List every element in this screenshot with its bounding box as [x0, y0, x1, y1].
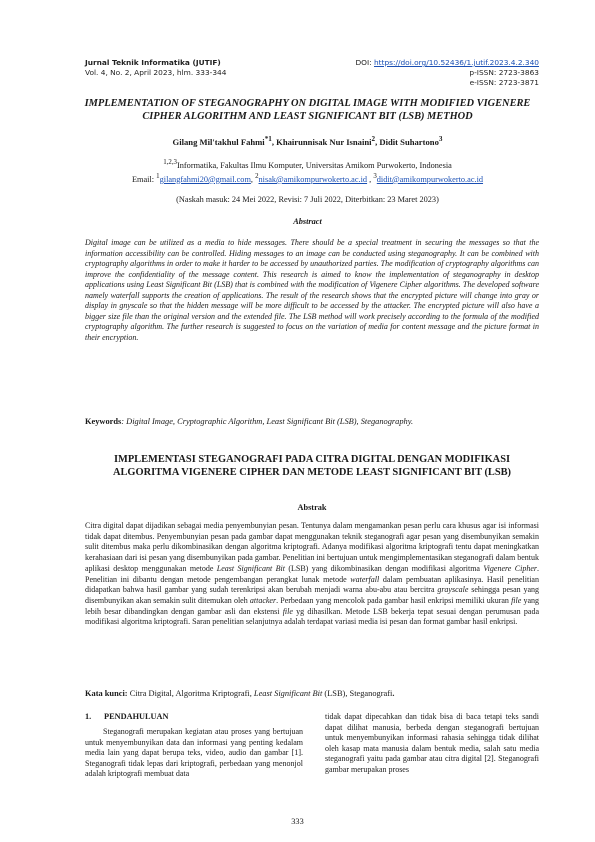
keywords-label: Keywords [85, 417, 122, 426]
journal-header-right [355, 58, 539, 88]
abstract-heading-indonesian: Abstrak [297, 503, 327, 512]
abstrak-italic: grayscale [437, 585, 469, 595]
paper-title-indonesian: IMPLEMENTASI STEGANOGRAFI PADA CITRA DIGITAL DENGAN MODIFIKASI ALGORITMA VIGENERE CIPHER DAN METODE LEAST SIGNIFICANT BIT (LSB) [112, 454, 511, 478]
abstrak-italic: Vigenere Cipher [483, 563, 537, 573]
abstract-body-indonesian [85, 521, 539, 628]
keywords-english [85, 417, 539, 426]
abstrak-italic: file [511, 595, 522, 605]
abstract-heading-english: Abstract [293, 217, 322, 226]
affiliation-block [70, 157, 545, 185]
body-column-left: Steganografi merupakan kegiatan atau proses yang bertujuan untuk menyembunyikan data dan informasi yang penting kedalam media lain yang dapat berupa teks, video, audio dan gambar [1]. Steganografi tidak lepas dari kriptografi, perbedaan yang menonjol adalah kriptografi membuat data [85, 727, 303, 778]
kata-kunci-text: (LSB), Steganografi [322, 689, 393, 698]
abstrak-text: (LSB) yang dikombinasikan dengan modifikasi algoritma [284, 563, 484, 573]
author-3-sup: 3 [438, 135, 443, 143]
abstrak-italic: file [282, 606, 293, 616]
author-2-sup: 2 [371, 135, 376, 143]
kata-kunci-text: Citra Digital, Algoritma Kriptografi, [127, 689, 254, 698]
email-1-sup: 1 [156, 172, 160, 180]
abstrak-text: yang lebih besar dibandingkan dengan gambar asli dan ekstensi [85, 595, 539, 616]
doi-link[interactable]: https://doi.org/10.52436/1.jutif.2023.4.2.340 [374, 58, 539, 67]
paper-title-english: IMPLEMENTATION OF STEGANOGRAPHY ON DIGITAL IMAGE WITH MODIFIED VIGENERE CIPHER ALGORITHM AND LEAST SIGNIFICANT BIT (LSB) METHOD [84, 98, 531, 122]
kata-kunci-label: Kata kunci: [85, 689, 128, 698]
author-list [70, 135, 545, 147]
submission-dates: (Naskah masuk: 24 Mei 2022, Revisi: 7 Juli 2022, Diterbitkan: 23 Maret 2023) [176, 195, 439, 204]
keywords-values: : Digital Image, Cryptographic Algorithm, Least Significant Bit (LSB), Steganography. [121, 417, 414, 426]
abstrak-text: Citra digital dapat dijadikan sebagai media penyembunyian pesan. Tentunya dalam mengamankan pesan perlu cara khusus agar isi informasi tidak dapat ditembus. Penyembunyian pesan pada gambar dapat menggunakan teknik steganografi agar pesan yang disembunyikan semakin sulit ditembus maka perlu dikombinasikan dengan algoritma kriptografi. Adanya modifikasi algoritma kriptografi tentu dapat meningkatkan kerahasiaan dari isi pesan yang disembunyikan pada gambar. Penelitian ini bertujuan untuk mengimplementasikan steganografi dalam bentuk aplikasi desktop menggunakan metode [85, 521, 539, 573]
journal-volume: Vol. 4, No. 2, April 2023, hlm. 333-344 [85, 68, 227, 77]
affiliation-line [70, 157, 545, 171]
abstrak-text: . Penelitian ini dibantu dengan metode pengembangan perangkat lunak metode [85, 563, 539, 584]
keywords-indonesian [85, 689, 539, 698]
kata-kunci-end: . [392, 689, 395, 698]
abstrak-italic: waterfall [350, 574, 380, 584]
email-2-sup: 2 [255, 172, 259, 180]
author-1-sup: *1 [264, 135, 272, 143]
email-link-2[interactable]: nisak@amikompurwokerto.ac.id [258, 174, 368, 184]
email-link-1[interactable]: gilangfahmi20@gmail.com [159, 174, 251, 184]
email-label: Email: [131, 174, 157, 184]
author-1: Gilang Mil'takhul Fahmi [172, 136, 265, 147]
doi-label: DOI: [355, 58, 374, 67]
abstrak-italic: attacker [249, 595, 277, 605]
abstrak-italic: Least Significant Bit [216, 563, 285, 573]
affiliation-sup: 1,2,3 [163, 159, 177, 166]
section-heading [85, 712, 169, 721]
author-2: , Khairunnisak Nur Isnaini [271, 136, 372, 147]
body-column-right: tidak dapat dipecahkan dan tidak bisa di baca tetapi teks sandi dapat dilihat manusia, berbeda dengan steganografi bertujuan untuk menyembunyikan informasi rahasia sehingga tidak dilihat oleh kasap mata manusia dalam bentuk media, salah satu media steganografi yaitu pada gambar atau citra digital [2]. Steganografi gambar merupakan proses [325, 712, 539, 774]
email-line: Email: $^1$gilangfahmi20@gmail.com, $^2$nisak@amikompurwokerto.ac.id , $^3$didit@amikompurwokerto.ac.id [131, 172, 484, 184]
abstrak-text: yg dihasilkan. Metode LSB bekerja tepat sesuai dengan perumusan pada modifikasi algoritma kriptografi. Saran penelitian selanjutnya adalah terdapat variasi media isi pesan dan format gambar hasil enkripsi. [85, 606, 540, 627]
doi-line [355, 58, 539, 68]
journal-name: Jurnal Teknik Informatika (JUTIF) [85, 58, 221, 67]
abstrak-text: . Perbedaan yang mencolok pada gambar hasil enkripsi memiliki ukuran [276, 595, 512, 605]
eissn: e-ISSN: 2723-3871 [469, 78, 539, 87]
journal-header-left [85, 58, 226, 78]
affiliation-text: Informatika, Fakultas Ilmu Komputer, Universitas Amikom Purwokerto, Indonesia [177, 160, 452, 170]
kata-kunci-italic: Least Significant Bit [253, 689, 323, 698]
pissn: p-ISSN: 2723-3863 [469, 68, 539, 77]
page-number: 333 [291, 817, 304, 826]
abstrak-text: dalam pembuatan aplikasinya. Hasil penelitian didapatkan bahwa hasil gambar yang sudah terenkripsi akan berubah menjadi warna abu-abu atau bercitra [85, 574, 539, 595]
abstract-body-english: Digital image can be utilized as a media to hide messages. There should be a special treatment in securing the messages so that the information accessibility can be controlled. Hiding messages to an image can be conducted using steganography. It can be combined with cryptography algorithms in order to make it harder to be accessed by unauthorized parties. The modification of cryptography algorithms can improve the confidentiality of the message content. This research is aimed to know the implementation of steganography in desktop applications using Least Significant Bit (LSB) that is combined with the modification of Vigenere Cipher algorithms. The developed software namely waterfall supports the creation of applications. The result of the research shows that the encrypted picture will change into gray or display in gnyscale so that the hidden message will be more difficult to be accessed by the attacker. The encrypted picture will also have a bigger size file than the original version and the extended file. The LSB method will work precisely according to the formula of the modified cryptography algorithm. The further research is suggested to focus on the variation of media for content message and the picture format in their encryption. [85, 238, 539, 342]
section-number: 1. [85, 712, 92, 721]
email-3-sup: 3 [373, 172, 377, 180]
author-3: , Didit Suhartono [375, 136, 439, 147]
abstrak-text: sehingga pesan yang disembunyikan akan semakin sulit ditemukan oleh [85, 585, 540, 605]
section-title: PENDAHULUAN [104, 712, 169, 721]
email-link-3[interactable]: didit@amikompurwokerto.ac.id [376, 174, 484, 184]
